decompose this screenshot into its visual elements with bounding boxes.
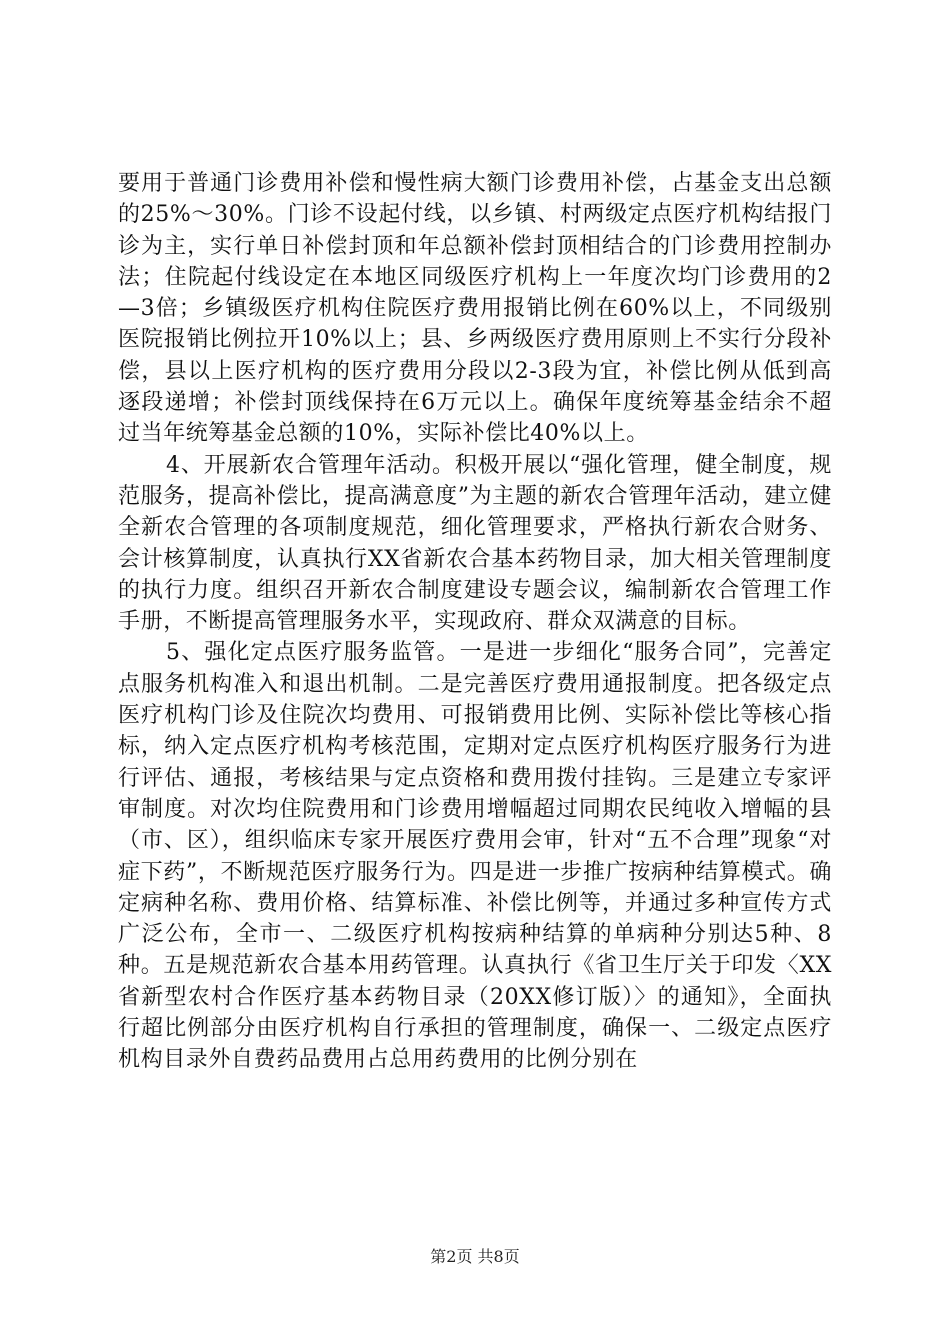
paragraph-reimbursement-policy: 要用于普通门诊费用补偿和慢性病大额门诊费用补偿，占基金支出总额的25%～30%。门诊不设起付线，以乡镇、村两级定点医疗机构结报门诊为主，实行单日补偿封顶和年总额补偿封顶相结合的门诊费用控制办法；住院起付线设定在本地区同级医疗机构上一年度次均门诊费用的2—3倍；乡镇级医疗机构住院医疗费用报销比例在60%以上，不同级别医院报销比例拉开10%以上；县、乡两级医疗费用原则上不实行分段补偿，县以上医疗机构的医疗费用分段以2-3段为宜，补偿比例从低到高逐段递增；补偿封顶线保持在6万元以上。确保年度统筹基金结余不超过当年统筹基金总额的10%，实际补偿比40%以上。 bbox=[118, 171, 832, 447]
document-body bbox=[118, 168, 832, 1076]
page-footer: 第2页 共8页 bbox=[430, 1247, 520, 1266]
paragraph-management-year: 4、开展新农合管理年活动。积极开展以“强化管理，健全制度，规范服务，提高补偿比，提高满意度”为主题的新农合管理年活动，建立健全新农合管理的各项制度规范，细化管理要求，严格执行新农合财务、会计核算制度，认真执行XX省新农合基本药物目录，加大相关管理制度的执行力度。组织召开新农合制度建设专题会议，编制新农合管理工作手册，不断提高管理服务水平，实现政府、群众双满意的目标。 bbox=[118, 452, 832, 635]
paragraph-service-supervision: 5、强化定点医疗服务监管。一是进一步细化“服务合同”，完善定点服务机构准入和退出机制。二是完善医疗费用通报制度。把各级定点医疗机构门诊及住院次均费用、可报销费用比例、实际补偿比等核心指标，纳入定点医疗机构考核范围，定期对定点医疗机构医疗服务行为进行评估、通报，考核结果与定点资格和费用拨付挂钩。三是建立专家评审制度。对次均住院费用和门诊费用增幅超过同期农民纯收入增幅的县（市、区），组织临床专家开展医疗费用会审，针对“五不合理”现象“对症下药”，不断规范医疗服务行为。四是进一步推广按病种结算模式。确定病种名称、费用价格、结算标准、补偿比例等，并通过多种宣传方式广泛公布，全市一、二级医疗机构按病种结算的单病种分别达5种、8种。五是规范新农合基本用药管理。认真执行《省卫生厅关于印发〈XX省新型农村合作医疗基本药物目录（20XX修订版）〉的通知》，全面执行超比例部分由医疗机构自行承担的管理制度，确保一、二级定点医疗机构目录外自费药品费用占总用药费用的比例分别在 bbox=[118, 640, 832, 1073]
